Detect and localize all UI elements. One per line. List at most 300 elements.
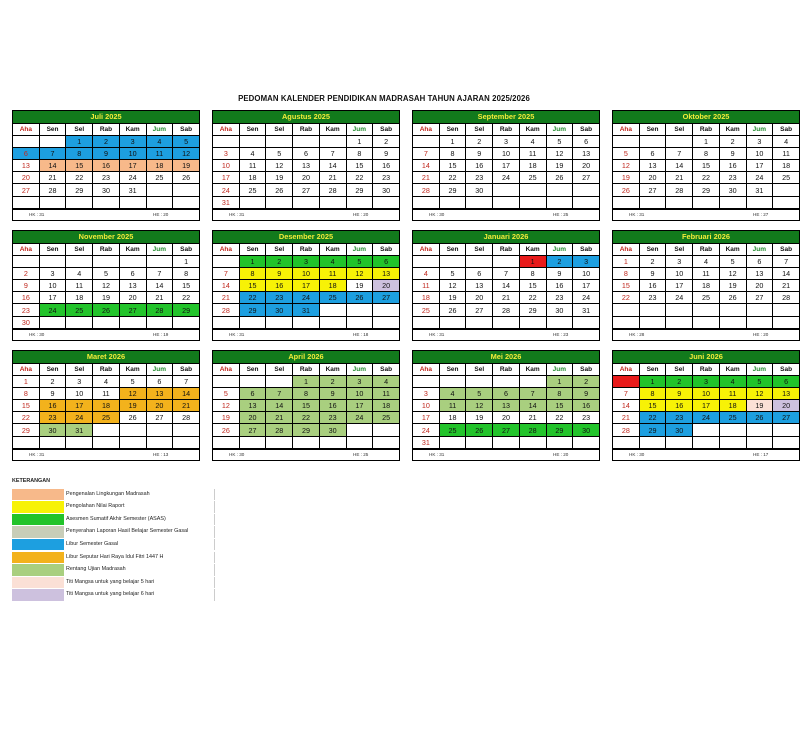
week-row bbox=[413, 400, 599, 411]
weekday-header: Rab bbox=[693, 364, 719, 375]
day-cell: 22 bbox=[66, 172, 92, 183]
month-footer bbox=[613, 449, 799, 460]
week-row bbox=[213, 437, 399, 448]
day-cell bbox=[373, 197, 399, 208]
day-cell: 16 bbox=[93, 160, 119, 171]
page-title: PEDOMAN KALENDER PENDIDIKAN MADRASAH TAHUN AJARAN 2025/2026 bbox=[238, 94, 530, 103]
day-cell: 24 bbox=[66, 412, 92, 423]
day-cell bbox=[66, 437, 92, 448]
month-calendar bbox=[12, 350, 200, 461]
day-cell: 8 bbox=[520, 268, 546, 279]
week-row bbox=[413, 437, 599, 448]
week-row bbox=[13, 292, 199, 303]
week-row bbox=[613, 388, 799, 399]
day-cell bbox=[266, 376, 292, 387]
day-cell: 21 bbox=[213, 292, 239, 303]
day-cell: 1 bbox=[293, 376, 319, 387]
day-cell: 3 bbox=[347, 376, 373, 387]
month-title: Januari 2026 bbox=[413, 231, 599, 243]
day-cell: 20 bbox=[773, 400, 799, 411]
weekday-header: Sen bbox=[240, 244, 266, 255]
weekday-header: Aha bbox=[213, 124, 239, 135]
day-cell bbox=[773, 184, 799, 195]
day-cell: 6 bbox=[573, 136, 599, 147]
weekday-header: Sel bbox=[466, 244, 492, 255]
day-cell bbox=[747, 437, 773, 448]
day-cell: 14 bbox=[213, 280, 239, 291]
week-row bbox=[613, 136, 799, 147]
week-row bbox=[613, 268, 799, 279]
weekday-header: Sab bbox=[573, 244, 599, 255]
day-cell: 4 bbox=[413, 268, 439, 279]
day-cell: 5 bbox=[613, 148, 639, 159]
day-cell: 30 bbox=[320, 424, 346, 435]
day-cell: 31 bbox=[213, 197, 239, 208]
weekday-header: Jum bbox=[747, 244, 773, 255]
day-cell bbox=[266, 437, 292, 448]
day-cell: 12 bbox=[547, 148, 573, 159]
legend-swatch bbox=[12, 589, 64, 600]
day-cell bbox=[693, 424, 719, 435]
day-cell: 15 bbox=[240, 280, 266, 291]
day-cell: 16 bbox=[266, 280, 292, 291]
day-cell: 18 bbox=[693, 280, 719, 291]
day-cell bbox=[93, 437, 119, 448]
day-cell: 12 bbox=[720, 268, 746, 279]
weekday-header: Sel bbox=[266, 364, 292, 375]
week-row bbox=[613, 317, 799, 328]
legend-swatch bbox=[12, 552, 64, 563]
day-cell: 17 bbox=[66, 400, 92, 411]
weekday-header: Rab bbox=[293, 244, 319, 255]
day-cell bbox=[293, 317, 319, 328]
he-count: HE : 20 bbox=[553, 451, 569, 457]
day-cell: 13 bbox=[373, 268, 399, 279]
day-cell bbox=[40, 256, 66, 267]
weekday-header: Sab bbox=[373, 124, 399, 135]
day-cell: 14 bbox=[773, 268, 799, 279]
day-cell: 26 bbox=[347, 292, 373, 303]
day-cell: 29 bbox=[640, 424, 666, 435]
day-cell bbox=[773, 304, 799, 315]
day-cell: 15 bbox=[693, 160, 719, 171]
day-cell: 3 bbox=[573, 256, 599, 267]
day-cell: 20 bbox=[240, 412, 266, 423]
weekday-header: Rab bbox=[493, 364, 519, 375]
day-cell: 2 bbox=[373, 136, 399, 147]
day-cell: 18 bbox=[240, 172, 266, 183]
day-cell bbox=[720, 304, 746, 315]
day-cell bbox=[93, 256, 119, 267]
weekday-header: Sel bbox=[666, 364, 692, 375]
day-cell bbox=[573, 197, 599, 208]
hk-count: HK : 30 bbox=[29, 331, 45, 337]
legend-label: Libur Seputar Hari Raya Idul Fitri 1447 H bbox=[66, 552, 215, 563]
day-cell: 24 bbox=[40, 304, 66, 315]
day-cell bbox=[266, 317, 292, 328]
day-cell: 14 bbox=[320, 160, 346, 171]
weekday-header: Kam bbox=[320, 364, 346, 375]
day-cell: 6 bbox=[293, 148, 319, 159]
day-cell: 2 bbox=[40, 376, 66, 387]
week-row bbox=[213, 400, 399, 411]
day-cell: 9 bbox=[666, 388, 692, 399]
day-cell: 3 bbox=[666, 256, 692, 267]
he-count: HE : 18 bbox=[353, 331, 369, 337]
week-row bbox=[13, 268, 199, 279]
day-cell bbox=[573, 437, 599, 448]
legend-label: Rentang Ujian Madrasah bbox=[66, 564, 215, 575]
day-cell: 19 bbox=[93, 292, 119, 303]
weekday-header: Sab bbox=[773, 124, 799, 135]
day-cell: 13 bbox=[773, 388, 799, 399]
weekday-header: Sel bbox=[266, 124, 292, 135]
day-cell bbox=[613, 376, 639, 387]
day-cell: 30 bbox=[13, 317, 39, 328]
day-cell: 6 bbox=[493, 388, 519, 399]
day-cell bbox=[773, 437, 799, 448]
week-row bbox=[613, 437, 799, 448]
day-cell bbox=[440, 376, 466, 387]
week-row bbox=[613, 424, 799, 435]
day-cell bbox=[147, 256, 173, 267]
legend-label: Penyerahan Laporan Hasil Belajar Semester Gasal bbox=[66, 526, 215, 537]
weekday-header: Kam bbox=[120, 244, 146, 255]
day-cell: 24 bbox=[573, 292, 599, 303]
week-row bbox=[613, 280, 799, 291]
day-cell bbox=[493, 184, 519, 195]
day-cell: 3 bbox=[493, 136, 519, 147]
day-cell: 7 bbox=[173, 376, 199, 387]
day-cell: 10 bbox=[213, 160, 239, 171]
day-cell: 6 bbox=[773, 376, 799, 387]
day-cell: 1 bbox=[520, 256, 546, 267]
day-cell: 9 bbox=[320, 388, 346, 399]
day-cell: 18 bbox=[720, 400, 746, 411]
day-cell: 22 bbox=[547, 412, 573, 423]
day-cell bbox=[520, 317, 546, 328]
he-count: HE : 23 bbox=[553, 331, 569, 337]
week-row bbox=[413, 197, 599, 208]
day-cell: 23 bbox=[93, 172, 119, 183]
day-cell: 24 bbox=[213, 184, 239, 195]
day-cell bbox=[173, 197, 199, 208]
day-cell: 9 bbox=[640, 268, 666, 279]
day-cell: 3 bbox=[747, 136, 773, 147]
week-row bbox=[13, 317, 199, 328]
day-cell: 15 bbox=[547, 400, 573, 411]
day-cell: 22 bbox=[613, 292, 639, 303]
day-cell: 19 bbox=[347, 280, 373, 291]
week-row bbox=[413, 317, 599, 328]
day-cell: 28 bbox=[666, 184, 692, 195]
weekday-header: Sen bbox=[440, 244, 466, 255]
day-cell: 28 bbox=[613, 424, 639, 435]
day-cell bbox=[547, 437, 573, 448]
weekday-header: Rab bbox=[493, 244, 519, 255]
legend-swatch bbox=[12, 501, 64, 512]
day-cell: 13 bbox=[573, 148, 599, 159]
day-cell: 6 bbox=[240, 388, 266, 399]
day-cell: 1 bbox=[240, 256, 266, 267]
day-cell: 24 bbox=[693, 412, 719, 423]
day-cell: 9 bbox=[573, 388, 599, 399]
day-cell: 5 bbox=[173, 136, 199, 147]
day-cell: 17 bbox=[666, 280, 692, 291]
day-cell: 31 bbox=[747, 184, 773, 195]
day-cell: 23 bbox=[266, 292, 292, 303]
weekday-header: Rab bbox=[93, 364, 119, 375]
day-cell bbox=[347, 317, 373, 328]
day-cell: 26 bbox=[547, 172, 573, 183]
day-cell: 4 bbox=[440, 388, 466, 399]
day-cell: 15 bbox=[640, 400, 666, 411]
day-cell: 25 bbox=[66, 304, 92, 315]
legend-item bbox=[12, 564, 215, 577]
day-cell: 29 bbox=[693, 184, 719, 195]
weekday-header: Sen bbox=[640, 124, 666, 135]
day-cell: 28 bbox=[40, 184, 66, 195]
day-cell bbox=[520, 376, 546, 387]
weekday-header: Jum bbox=[547, 244, 573, 255]
day-cell bbox=[720, 424, 746, 435]
day-cell: 11 bbox=[693, 268, 719, 279]
day-cell bbox=[13, 136, 39, 147]
day-cell: 12 bbox=[747, 388, 773, 399]
day-cell: 26 bbox=[266, 184, 292, 195]
day-cell bbox=[373, 437, 399, 448]
weekday-header: Kam bbox=[520, 364, 546, 375]
week-row bbox=[613, 172, 799, 183]
day-cell: 30 bbox=[40, 424, 66, 435]
day-cell: 18 bbox=[147, 160, 173, 171]
day-cell bbox=[347, 304, 373, 315]
day-cell bbox=[266, 136, 292, 147]
day-cell: 27 bbox=[293, 184, 319, 195]
month-title: April 2026 bbox=[213, 351, 399, 363]
day-cell: 20 bbox=[640, 172, 666, 183]
month-footer bbox=[213, 449, 399, 460]
day-cell: 3 bbox=[213, 148, 239, 159]
day-cell bbox=[320, 136, 346, 147]
day-cell: 23 bbox=[720, 172, 746, 183]
week-row bbox=[213, 376, 399, 387]
weekday-header: Aha bbox=[13, 124, 39, 135]
day-cell: 20 bbox=[493, 412, 519, 423]
day-cell: 17 bbox=[493, 160, 519, 171]
day-cell: 7 bbox=[320, 148, 346, 159]
day-cell: 16 bbox=[13, 292, 39, 303]
weekday-header: Sab bbox=[173, 124, 199, 135]
legend-label: Pengolahan Nilai Raport bbox=[66, 501, 215, 512]
legend-item bbox=[12, 501, 215, 514]
day-cell: 2 bbox=[640, 256, 666, 267]
day-cell bbox=[213, 317, 239, 328]
day-cell: 27 bbox=[640, 184, 666, 195]
day-cell: 3 bbox=[413, 388, 439, 399]
day-cell: 31 bbox=[293, 304, 319, 315]
hk-count: HK : 28 bbox=[629, 331, 645, 337]
day-cell: 26 bbox=[747, 412, 773, 423]
day-cell: 22 bbox=[240, 292, 266, 303]
week-row bbox=[613, 197, 799, 208]
month-calendar bbox=[212, 350, 400, 461]
day-cell bbox=[440, 256, 466, 267]
legend-item bbox=[12, 551, 215, 564]
day-cell: 23 bbox=[466, 172, 492, 183]
legend-swatch bbox=[12, 577, 64, 588]
day-cell: 18 bbox=[66, 292, 92, 303]
day-cell bbox=[547, 184, 573, 195]
day-cell: 5 bbox=[747, 376, 773, 387]
day-cell: 15 bbox=[613, 280, 639, 291]
day-cell bbox=[147, 424, 173, 435]
month-footer bbox=[13, 449, 199, 460]
weekday-header: Sel bbox=[66, 124, 92, 135]
day-cell: 1 bbox=[693, 136, 719, 147]
week-row bbox=[213, 412, 399, 423]
day-cell: 27 bbox=[466, 304, 492, 315]
day-cell: 24 bbox=[493, 172, 519, 183]
week-row bbox=[213, 268, 399, 279]
day-cell: 11 bbox=[240, 160, 266, 171]
day-cell bbox=[573, 184, 599, 195]
day-cell: 7 bbox=[666, 148, 692, 159]
day-cell: 17 bbox=[40, 292, 66, 303]
day-cell: 17 bbox=[213, 172, 239, 183]
week-row bbox=[13, 412, 199, 423]
month-calendar bbox=[12, 110, 200, 221]
day-cell bbox=[666, 304, 692, 315]
day-cell: 10 bbox=[693, 388, 719, 399]
day-cell: 1 bbox=[347, 136, 373, 147]
day-cell: 22 bbox=[13, 412, 39, 423]
weekday-header: Sab bbox=[373, 364, 399, 375]
weekday-header: Aha bbox=[613, 244, 639, 255]
day-cell: 8 bbox=[173, 268, 199, 279]
weekday-header: Sen bbox=[40, 124, 66, 135]
day-cell: 15 bbox=[13, 400, 39, 411]
day-cell: 28 bbox=[320, 184, 346, 195]
weekday-header: Kam bbox=[320, 124, 346, 135]
legend-swatch bbox=[12, 539, 64, 550]
day-cell: 18 bbox=[373, 400, 399, 411]
day-cell: 7 bbox=[266, 388, 292, 399]
week-row bbox=[213, 388, 399, 399]
month-title: Juli 2025 bbox=[13, 111, 199, 123]
day-cell: 28 bbox=[173, 412, 199, 423]
day-cell: 17 bbox=[347, 400, 373, 411]
day-cell: 28 bbox=[773, 292, 799, 303]
weekday-header: Sel bbox=[666, 124, 692, 135]
day-cell bbox=[40, 136, 66, 147]
day-cell bbox=[320, 304, 346, 315]
day-cell bbox=[720, 437, 746, 448]
legend-label: Pengenalan Lingkungan Madrasah bbox=[66, 489, 215, 500]
day-cell bbox=[240, 376, 266, 387]
hk-count: HK : 31 bbox=[429, 451, 445, 457]
day-cell bbox=[213, 437, 239, 448]
day-cell: 28 bbox=[266, 424, 292, 435]
day-cell: 15 bbox=[173, 280, 199, 291]
day-cell: 29 bbox=[547, 424, 573, 435]
day-cell bbox=[93, 197, 119, 208]
day-cell: 7 bbox=[40, 148, 66, 159]
day-cell: 1 bbox=[547, 376, 573, 387]
day-cell: 13 bbox=[640, 160, 666, 171]
day-cell bbox=[693, 437, 719, 448]
month-footer bbox=[413, 209, 599, 220]
day-cell: 6 bbox=[466, 268, 492, 279]
weekday-header: Jum bbox=[747, 124, 773, 135]
day-cell: 25 bbox=[413, 304, 439, 315]
month-footer bbox=[613, 329, 799, 340]
weekday-header: Sen bbox=[440, 364, 466, 375]
day-cell: 2 bbox=[573, 376, 599, 387]
day-cell bbox=[720, 197, 746, 208]
weekday-header: Rab bbox=[693, 244, 719, 255]
he-count: HE : 25 bbox=[553, 211, 569, 217]
day-cell: 4 bbox=[373, 376, 399, 387]
day-cell bbox=[147, 317, 173, 328]
weekday-header: Jum bbox=[347, 124, 373, 135]
weekday-header: Sel bbox=[66, 244, 92, 255]
hk-count: HK : 31 bbox=[29, 211, 45, 217]
day-cell bbox=[493, 256, 519, 267]
he-count: HE : 20 bbox=[153, 211, 169, 217]
day-cell bbox=[240, 317, 266, 328]
day-cell: 25 bbox=[373, 412, 399, 423]
weekday-header: Aha bbox=[13, 244, 39, 255]
day-cell bbox=[747, 304, 773, 315]
day-cell bbox=[213, 376, 239, 387]
day-cell: 30 bbox=[666, 424, 692, 435]
day-cell: 21 bbox=[320, 172, 346, 183]
day-cell: 11 bbox=[520, 148, 546, 159]
day-cell: 31 bbox=[66, 424, 92, 435]
weekday-header: Jum bbox=[547, 124, 573, 135]
day-cell: 18 bbox=[413, 292, 439, 303]
week-row bbox=[213, 172, 399, 183]
week-row bbox=[213, 280, 399, 291]
weekday-header: Sen bbox=[40, 244, 66, 255]
month-title: Agustus 2025 bbox=[213, 111, 399, 123]
day-cell: 10 bbox=[493, 148, 519, 159]
day-cell: 26 bbox=[93, 304, 119, 315]
weekday-header: Sab bbox=[773, 244, 799, 255]
day-cell: 23 bbox=[573, 412, 599, 423]
weekday-header: Rab bbox=[293, 124, 319, 135]
day-cell: 20 bbox=[293, 172, 319, 183]
day-cell: 19 bbox=[120, 400, 146, 411]
month-calendar bbox=[412, 350, 600, 461]
week-row bbox=[213, 184, 399, 195]
month-title: September 2025 bbox=[413, 111, 599, 123]
day-cell: 16 bbox=[547, 280, 573, 291]
month-calendar bbox=[412, 230, 600, 341]
hk-count: HK : 31 bbox=[29, 451, 45, 457]
day-cell: 1 bbox=[66, 136, 92, 147]
day-cell: 29 bbox=[13, 424, 39, 435]
day-cell bbox=[493, 197, 519, 208]
day-cell: 13 bbox=[13, 160, 39, 171]
day-cell: 28 bbox=[493, 304, 519, 315]
weekday-header: Rab bbox=[693, 124, 719, 135]
day-cell bbox=[720, 317, 746, 328]
day-cell: 27 bbox=[240, 424, 266, 435]
day-cell: 4 bbox=[693, 256, 719, 267]
weekday-header: Aha bbox=[213, 244, 239, 255]
